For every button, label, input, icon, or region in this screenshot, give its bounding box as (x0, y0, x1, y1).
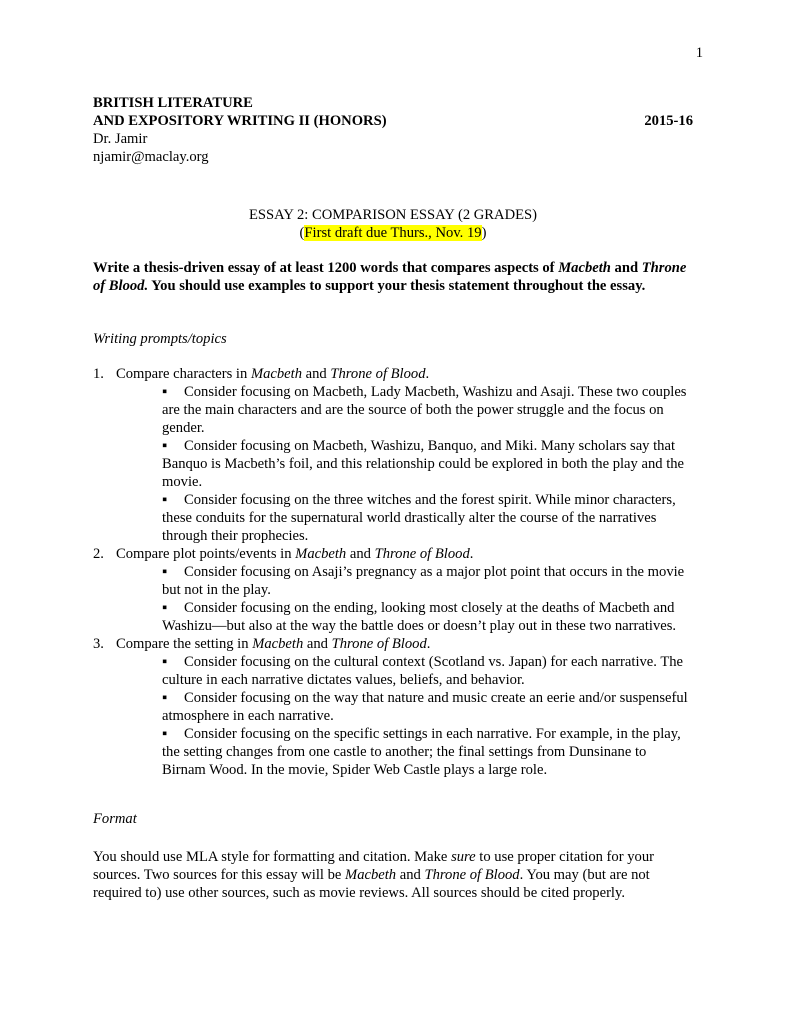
instructor-name: Dr. Jamir (93, 131, 148, 147)
course-title-line2: AND EXPOSITORY WRITING II (HONORS) (93, 113, 387, 129)
topics-list (93, 365, 703, 779)
bullet-icon: ▪ (162, 600, 168, 616)
bullet-text: Consider focusing on Macbeth, Lady Macbeth, Washizu and Asaji. These two couples are the main characters and are the source of both the power struggle and the focus on gender. (162, 384, 687, 436)
due-date-line (93, 224, 693, 242)
topic-work-throne: Throne of Blood (330, 366, 426, 382)
format-text-3: and (396, 867, 425, 883)
bullet-text: Consider focusing on the way that nature and music create an eerie and/or suspenseful atmosphere in each narrative. (162, 690, 688, 724)
bullet-item (162, 491, 692, 545)
course-title-line1: BRITISH LITERATURE (93, 95, 253, 111)
bullet-icon: ▪ (162, 654, 168, 670)
topic-work-throne: Throne of Blood (331, 636, 427, 652)
format-heading: Format (93, 811, 137, 827)
topic-text: . (469, 546, 474, 562)
topic-1 (93, 365, 703, 545)
topic-text: and (302, 366, 331, 382)
format-paragraph (93, 848, 698, 902)
topic-3 (93, 635, 703, 779)
bullet-text: Consider focusing on Macbeth, Washizu, Banquo, and Miki. Many scholars say that Banquo is Macbeth’s foil, and this relationship could be explored in both the play and the movie. (162, 438, 685, 490)
due-date: First draft due Thurs., Nov. 19 (304, 225, 482, 241)
topic-number: 3. (93, 636, 104, 652)
bullet-item (162, 653, 692, 689)
intro-text-2: and (610, 260, 642, 276)
bullet-item (162, 563, 692, 599)
topic-work-throne: Throne of Blood (374, 546, 470, 562)
bullet-icon: ▪ (162, 492, 168, 508)
intro-text-1: Write a thesis-driven essay of at least 1200 words that compares aspects of (93, 260, 559, 276)
bullet-text: Consider focusing on the three witches and the forest spirit. While minor characters, these conduits for the supernatural world drastically alter the course of the narratives through their prophecies. (162, 492, 676, 544)
intro-work-macbeth: Macbeth (558, 260, 611, 276)
format-text-1: You should use MLA style for formatting and citation. Make (93, 849, 452, 865)
bullet-text: Consider focusing on the cultural context (Scotland vs. Japan) for each narrative. The culture in each narrative dictates values, beliefs, and behavior. (162, 654, 684, 688)
page-number: 1 (695, 45, 703, 61)
intro-text-3: You should use examples to support your thesis statement throughout the essay. (148, 278, 646, 294)
school-year: 2015-16 (644, 113, 693, 129)
bullet-item (162, 725, 692, 779)
bullet-icon: ▪ (162, 690, 168, 706)
bullet-text: Consider focusing on Asaji’s pregnancy as a major plot point that occurs in the movie but not in the play. (162, 564, 685, 598)
topic-text: . (426, 636, 431, 652)
due-open-paren: ( (299, 225, 305, 241)
bullet-icon: ▪ (162, 438, 168, 454)
assignment-instructions (93, 259, 698, 295)
topic-text: Compare plot points/events in (116, 546, 296, 562)
bullet-item (162, 437, 692, 491)
topic-work-macbeth: Macbeth (295, 546, 347, 562)
bullet-item (162, 689, 692, 725)
format-emphasis-sure: sure (451, 849, 476, 865)
topic-text: Compare the setting in (116, 636, 253, 652)
due-close-paren: ) (481, 225, 487, 241)
bullet-item (162, 599, 692, 635)
bullet-icon: ▪ (162, 384, 168, 400)
topic-number: 2. (93, 546, 104, 562)
topic-heading (116, 545, 473, 563)
intro-work-throne: Throne of Blood. (93, 260, 687, 294)
format-work-macbeth: Macbeth (345, 867, 397, 883)
bullet-icon: ▪ (162, 564, 168, 580)
format-text-4: . You may (but are not required to) use other sources, such as movie reviews. All sources should be cited properly. (93, 867, 650, 901)
topic-heading (116, 365, 429, 383)
topic-text: and (303, 636, 332, 652)
bullet-text: Consider focusing on the specific settings in each narrative. For example, in the play, the setting changes from one castle to another; the final settings from Dunsinane to Birnam Wood. In the movie, Spider Web Castle plays a large role. (162, 726, 681, 778)
essay-title: ESSAY 2: COMPARISON ESSAY (2 GRADES) (248, 207, 538, 223)
bullet-icon: ▪ (162, 726, 168, 742)
course-header (93, 94, 693, 166)
topic-2 (93, 545, 703, 635)
prompts-heading: Writing prompts/topics (93, 331, 227, 347)
topic-number: 1. (93, 366, 104, 382)
format-text-2: to use proper citation for your sources. Two sources for this essay will be (93, 849, 654, 883)
topic-work-macbeth: Macbeth (250, 366, 302, 382)
topic-heading (116, 635, 430, 653)
topic-text: Compare characters in (116, 366, 251, 382)
topic-text: . (425, 366, 430, 382)
topic-text: and (346, 546, 375, 562)
bullet-item (162, 383, 692, 437)
instructor-email: njamir@maclay.org (93, 149, 209, 165)
format-work-throne: Throne of Blood (424, 867, 520, 883)
topic-work-macbeth: Macbeth (252, 636, 304, 652)
bullet-text: Consider focusing on the ending, looking most closely at the deaths of Macbeth and Washizu—but also at the way the battle does or doesn’t play out in these two narratives. (162, 600, 677, 634)
